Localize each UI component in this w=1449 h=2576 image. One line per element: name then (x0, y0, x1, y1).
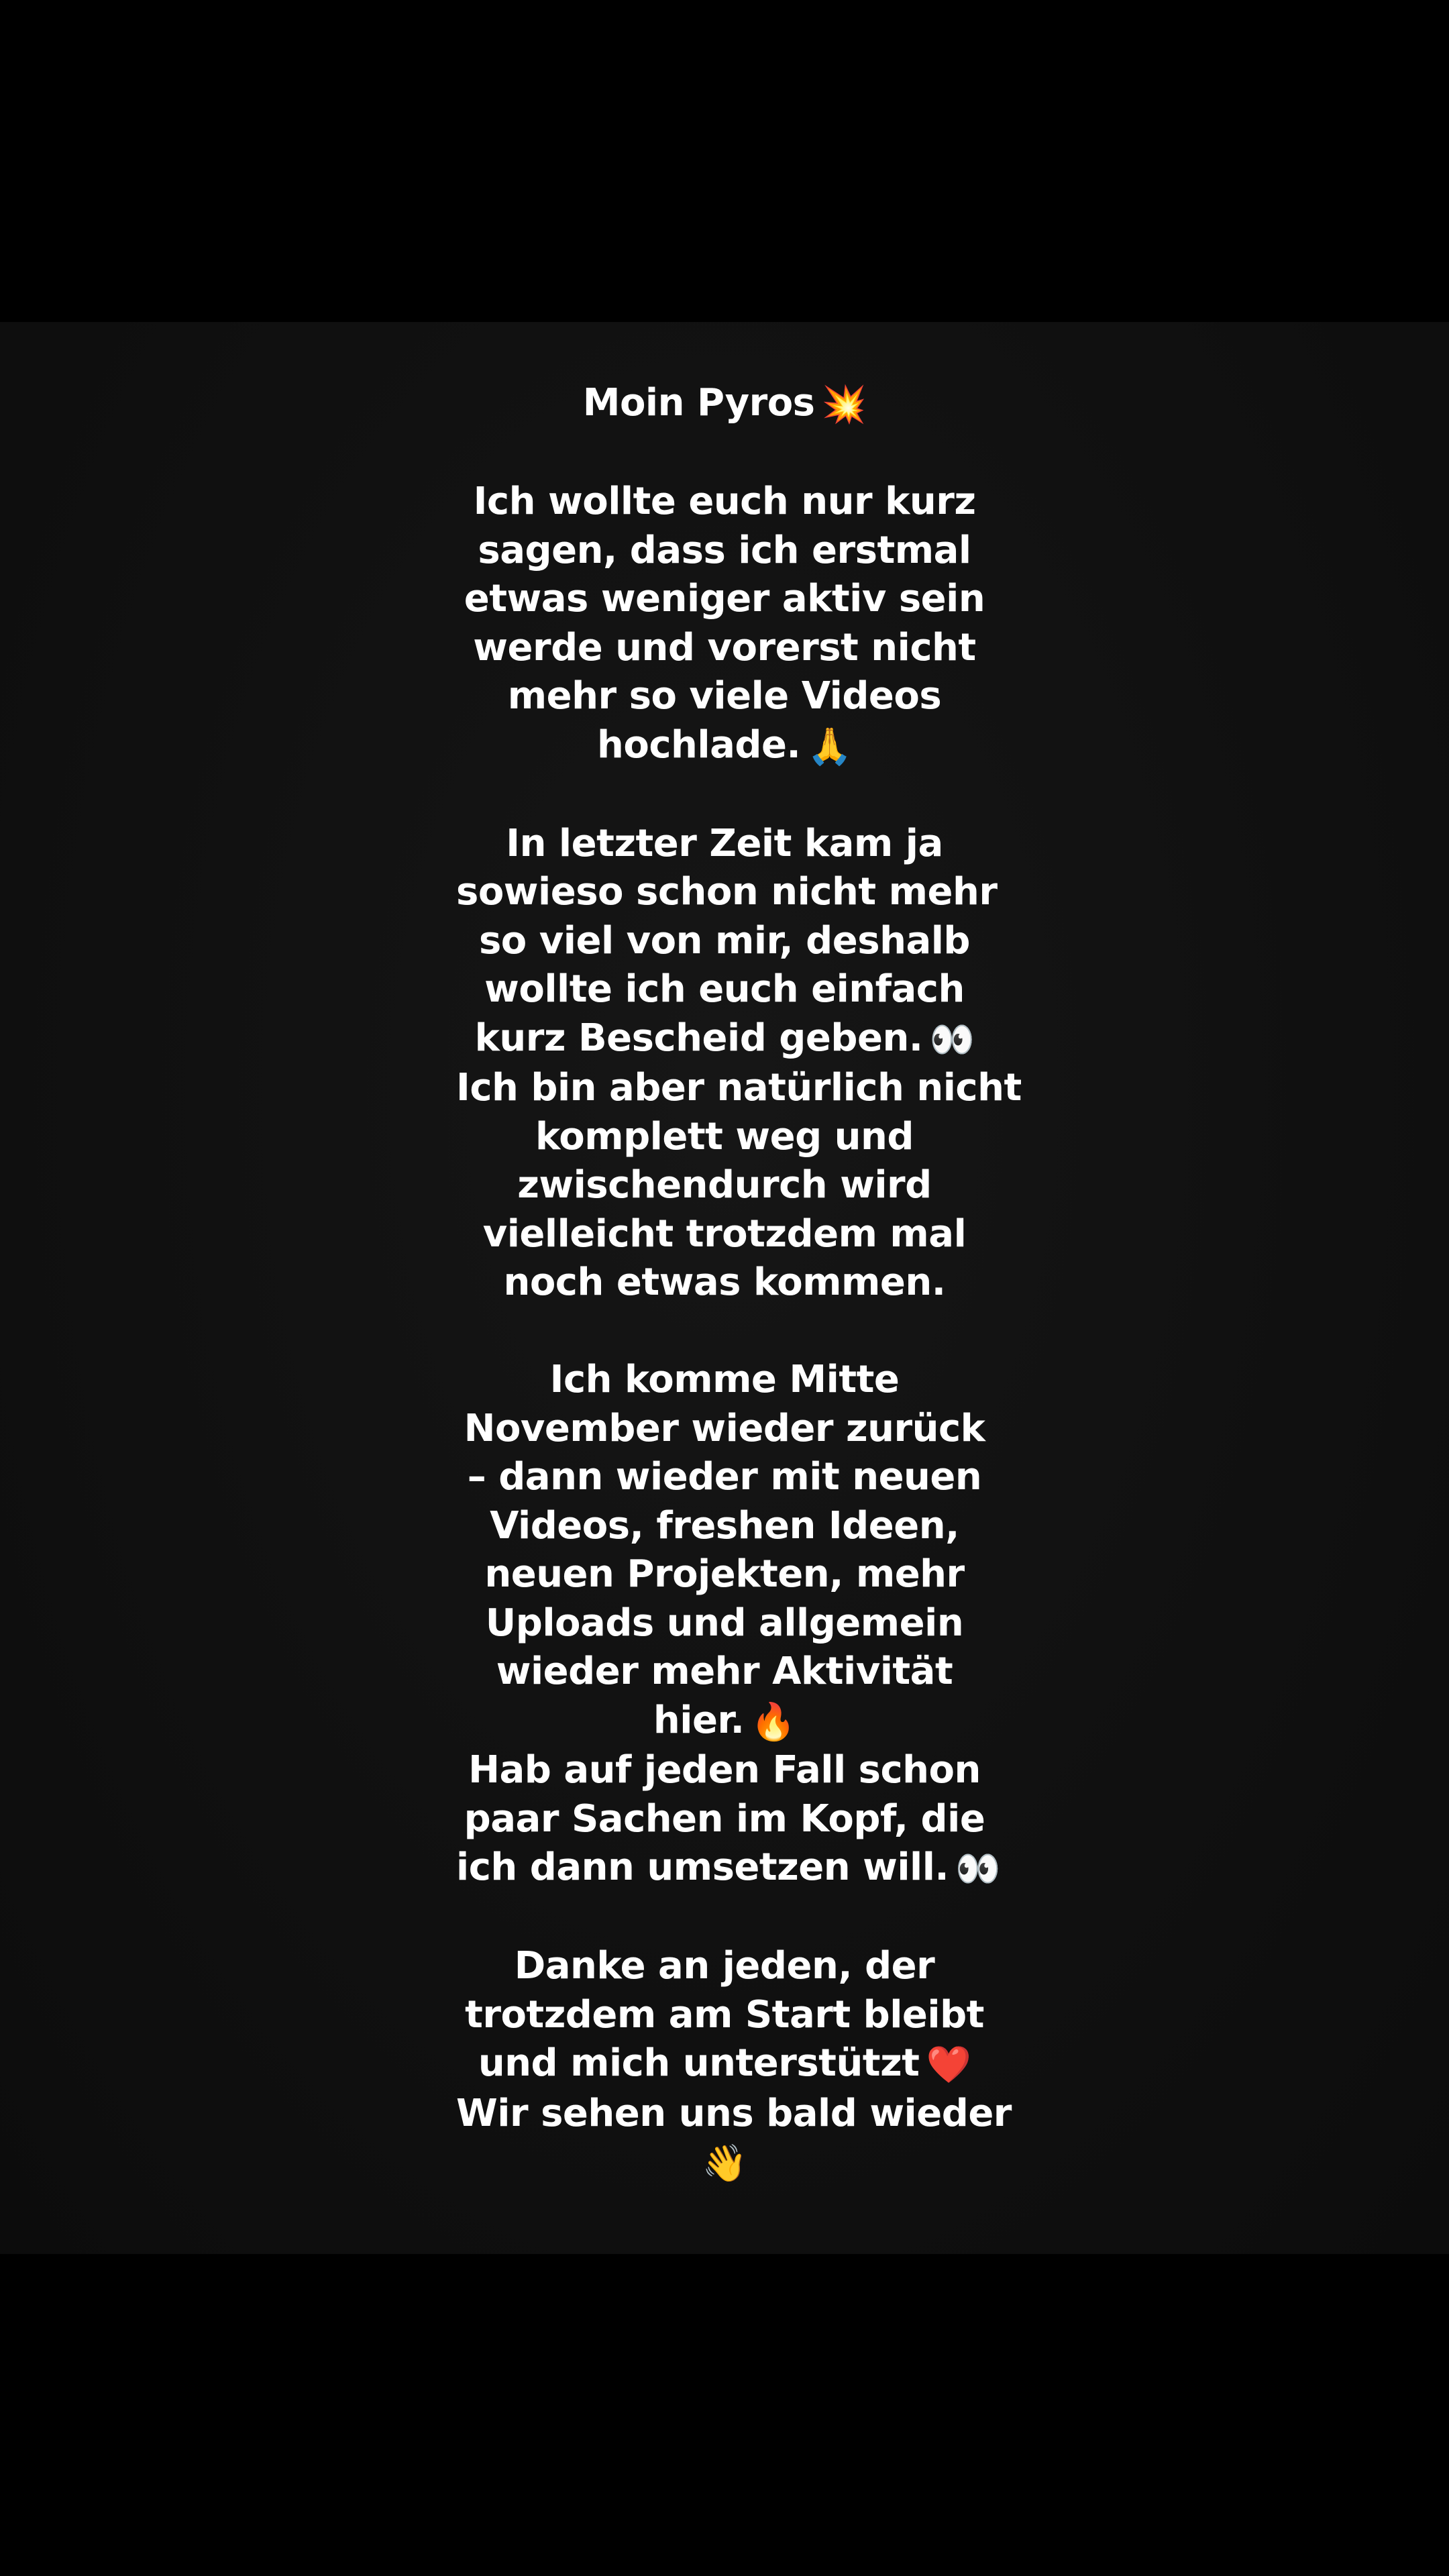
fire-emoji-icon: 🔥 (751, 1700, 796, 1743)
text-line: werde und vorerst nicht (473, 625, 976, 669)
text-line: vielleicht trotzdem mal (482, 1212, 967, 1256)
text-line: Videos, freshen Ideen, (490, 1503, 959, 1548)
text-line: Uploads und allgemein (485, 1601, 964, 1645)
text-line: und mich unterstützt ❤️ (456, 2039, 993, 2090)
text-line: Ich komme Mitte (549, 1358, 900, 1401)
paragraph-gap (456, 1894, 993, 1943)
text-line: hier. 🔥 (456, 1697, 993, 1747)
story-text-block (456, 379, 1022, 2188)
text-line: komplett weg und (535, 1114, 914, 1159)
text-line: so viel von mir, deshalb (478, 918, 971, 963)
text-line: paar Sachen im Kopf, die (464, 1796, 985, 1841)
text-line: Ich wollte euch nur kurz (473, 480, 976, 523)
text-line: Danke an jeden, der (514, 1944, 935, 1988)
text-line: etwas weniger aktiv sein (464, 577, 985, 621)
text-line: Ich bin aber natürlich nicht (456, 1066, 1022, 1110)
text-line: sagen, dass ich erstmal (478, 528, 971, 572)
paragraph-gap (456, 1307, 993, 1356)
eyes-emoji-icon: 👀 (929, 1018, 975, 1061)
text-line (456, 2138, 993, 2188)
text-line: trotzdem am Start bleibt (465, 1992, 984, 2037)
text-line: mehr so viele Videos (507, 674, 942, 718)
paragraph-gap (456, 771, 993, 820)
text-line: wieder mehr Aktivität (496, 1650, 953, 1693)
text-line: Hab auf jeden Fall schon (468, 1748, 981, 1792)
text-line: – dann wieder mit neuen (467, 1455, 982, 1499)
eyes-emoji-icon: 👀 (955, 1847, 1000, 1890)
text-line: neuen Projekten, mehr (484, 1552, 965, 1596)
greeting-line: Moin Pyros 💥 (456, 379, 993, 429)
red-heart-emoji-icon: ❤️ (926, 2043, 971, 2086)
top-letterbox (0, 0, 1449, 322)
text-line: sowieso schon nicht mehr (456, 870, 998, 914)
waving-hand-emoji-icon: 👋 (702, 2142, 747, 2184)
text-line: Wir sehen uns bald wieder (456, 2091, 1012, 2135)
bottom-letterbox (0, 2254, 1449, 2576)
text-line: November wieder zurück (464, 1406, 985, 1450)
text-line: In letzter Zeit kam ja (506, 821, 943, 865)
text-line: hochlade. 🙏 (456, 721, 993, 771)
text-line: kurz Bescheid geben. 👀 (456, 1014, 993, 1065)
text-line: zwischendurch wird (517, 1163, 932, 1207)
collision-emoji-icon: 💥 (821, 383, 867, 425)
text-line: wollte ich euch einfach (484, 967, 965, 1011)
text-line: noch etwas kommen. (503, 1260, 946, 1304)
paragraph-gap (456, 429, 993, 478)
folded-hands-emoji-icon: 🙏 (807, 724, 852, 767)
text-line: ich dann umsetzen will. 👀 (456, 1843, 993, 1894)
